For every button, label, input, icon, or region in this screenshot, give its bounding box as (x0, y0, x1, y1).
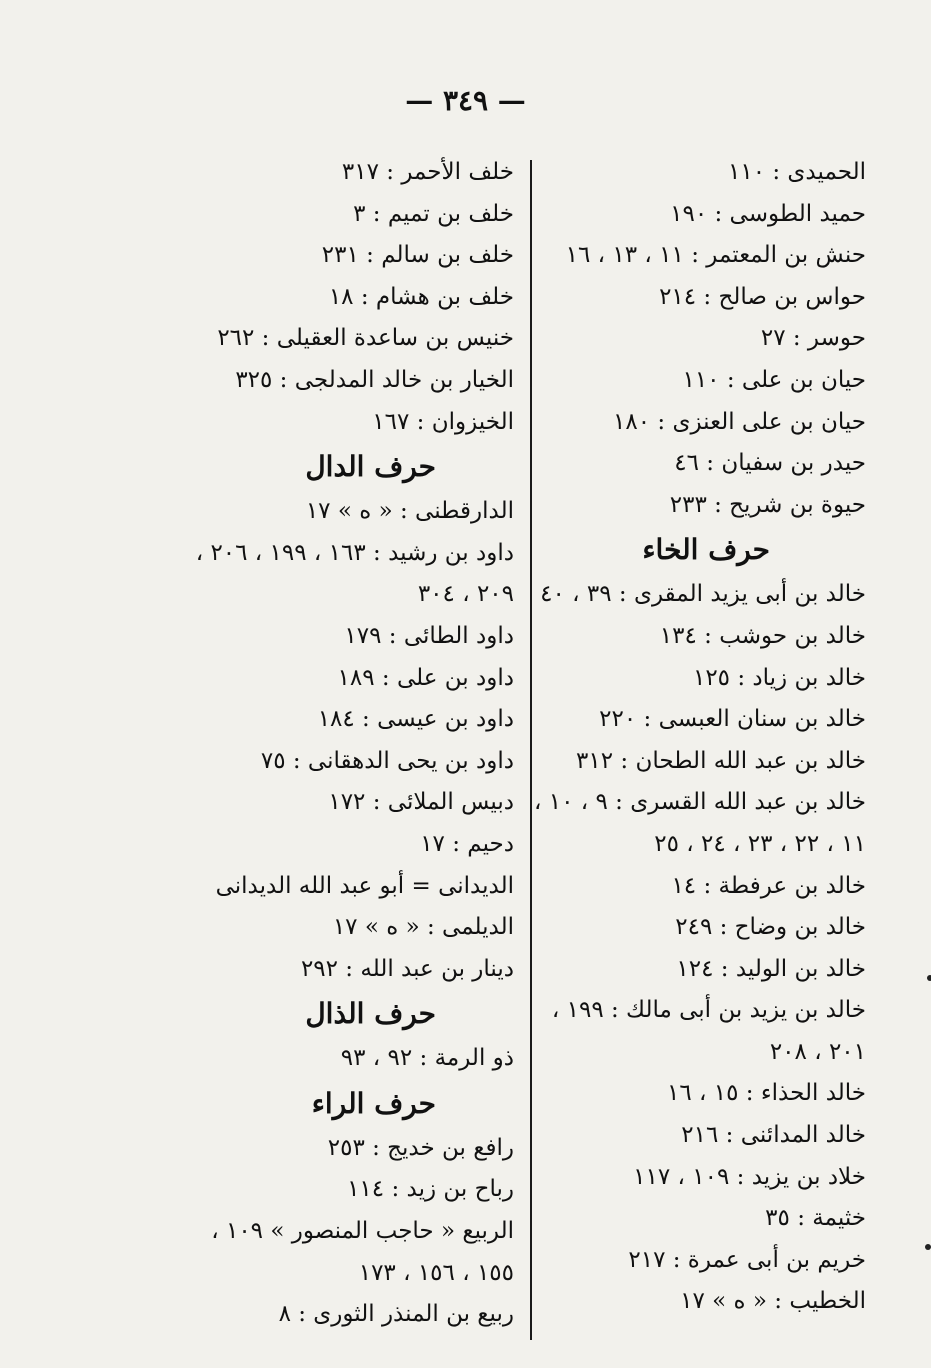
index-entry: الخيار بن خالد المدلجى : ٣٢٥ (235, 366, 514, 393)
index-entry: خالد بن يزيد بن أبى مالك : ١٩٩ ، (551, 997, 866, 1024)
index-entry: خنيس بن ساعدة العقيلى : ٢٦٢ (217, 325, 514, 352)
index-column-left (195, 152, 514, 1336)
index-entry: الربيع « حاجب المنصور » ١٠٩ ، (211, 1218, 514, 1245)
index-entry: خالد بن وضاح : ٢٤٩ (675, 914, 866, 941)
index-entry: الدارقطنى : « ه » ١٧ (305, 498, 514, 525)
index-entry: رافع بن خديج : ٢٥٣ (327, 1134, 514, 1161)
index-entry: خالد بن عبد الله الطحان : ٣١٢ (576, 747, 866, 774)
index-entry: حميد الطوسى : ١٩٠ (670, 200, 866, 227)
index-entry: خثيمة : ٣٥ (765, 1205, 866, 1232)
index-entry: خلف بن سالم : ٢٣١ (321, 242, 514, 269)
index-entry-continuation: ١١ ، ٢٢ ، ٢٣ ، ٢٤ ، ٢٥ (654, 830, 866, 857)
index-entry: خالد بن أبى يزيد المقرى : ٣٩ ، ٤٠ (540, 581, 866, 608)
index-entry: خالد بن حوشب : ١٣٤ (659, 622, 866, 649)
index-entry: ذو الرمة : ٩٢ ، ٩٣ (340, 1045, 514, 1072)
section-heading: حرف الذال (305, 997, 436, 1031)
margin-dot (925, 1244, 931, 1250)
index-entry: خالد بن زياد : ١٢٥ (692, 664, 866, 691)
index-entry-continuation: ١٥٥ ، ١٥٦ ، ١٧٣ (358, 1259, 514, 1286)
index-entry: خالد بن عرفطة : ١٤ (671, 872, 866, 899)
index-entry: خلاد بن يزيد : ١٠٩ ، ١١٧ (633, 1163, 866, 1190)
index-entry: حيان بن على العنزى : ١٨٠ (613, 408, 866, 435)
index-entry: خالد المدائنى : ٢١٦ (681, 1122, 866, 1149)
index-entry: حواس بن صالح : ٢١٤ (659, 283, 866, 310)
index-entry: خلف بن هشام : ١٨ (328, 283, 514, 310)
index-entry: خريم بن أبى عمرة : ٢١٧ (628, 1246, 866, 1273)
index-entry: رباح بن زيد : ١١٤ (347, 1176, 514, 1203)
index-entry: داود بن على : ١٨٩ (337, 664, 514, 691)
index-entry: ربيع بن المنذر الثورى : ٨ (278, 1301, 514, 1328)
index-entry: الحميدى : ١١٠ (728, 159, 866, 185)
index-entry: حيان بن على : ١١٠ (682, 366, 866, 393)
section-heading: حرف الدال (305, 450, 436, 484)
index-entry: الخطيب : « ه » ١٧ (680, 1288, 866, 1315)
page-number: — ٣٤٩ — (405, 84, 526, 117)
index-entry: حوسر : ٢٧ (760, 325, 866, 352)
index-entry: داود الطائى : ١٧٩ (344, 622, 514, 649)
index-entry: الخيزوان : ١٦٧ (372, 408, 514, 435)
section-heading: حرف الخاء (642, 533, 770, 567)
index-entry: خالد بن الوليد : ١٢٤ (676, 955, 866, 982)
index-entry: دينار بن عبد الله : ٢٩٢ (300, 955, 514, 982)
margin-dot (927, 975, 931, 981)
index-entry: خلف الأحمر : ٣١٧ (341, 159, 514, 185)
index-entry: داود بن يحى الدهقانى : ٧٥ (260, 747, 514, 774)
index-entry: خلف بن تميم : ٣ (353, 200, 514, 227)
index-entry: دبيس الملائى : ١٧٢ (328, 789, 514, 816)
index-entry: الديدانى = أبو عبد الله الديدانى (215, 872, 514, 899)
index-entry: خالد بن عبد الله القسرى : ٩ ، ١٠ ، (533, 789, 866, 816)
index-entry: حيدر بن سفيان : ٤٦ (674, 450, 866, 477)
section-heading: حرف الراء (311, 1086, 436, 1120)
index-entry: خالد بن سنان العبسى : ٢٢٠ (599, 706, 866, 733)
index-entry: الديلمى : « ه » ١٧ (332, 914, 514, 941)
index-entry: حيوة بن شريح : ٢٣٣ (669, 491, 866, 518)
index-entry-continuation: ٢٠١ ، ٢٠٨ (769, 1038, 866, 1065)
index-entry: دحيم : ١٧ (420, 830, 514, 857)
index-entry: حنش بن المعتمر : ١١ ، ١٣ ، ١٦ (565, 242, 866, 269)
column-divider (530, 160, 532, 1340)
index-entry-continuation: ٢٠٩ ، ٣٠٤ (417, 581, 514, 608)
index-entry: داود بن عيسى : ١٨٤ (317, 706, 514, 733)
index-entry: داود بن رشيد : ١٦٣ ، ١٩٩ ، ٢٠٦ ، (195, 539, 514, 566)
index-column-right (533, 152, 866, 1323)
index-entry: خالد الحذاء : ١٥ ، ١٦ (667, 1080, 866, 1107)
